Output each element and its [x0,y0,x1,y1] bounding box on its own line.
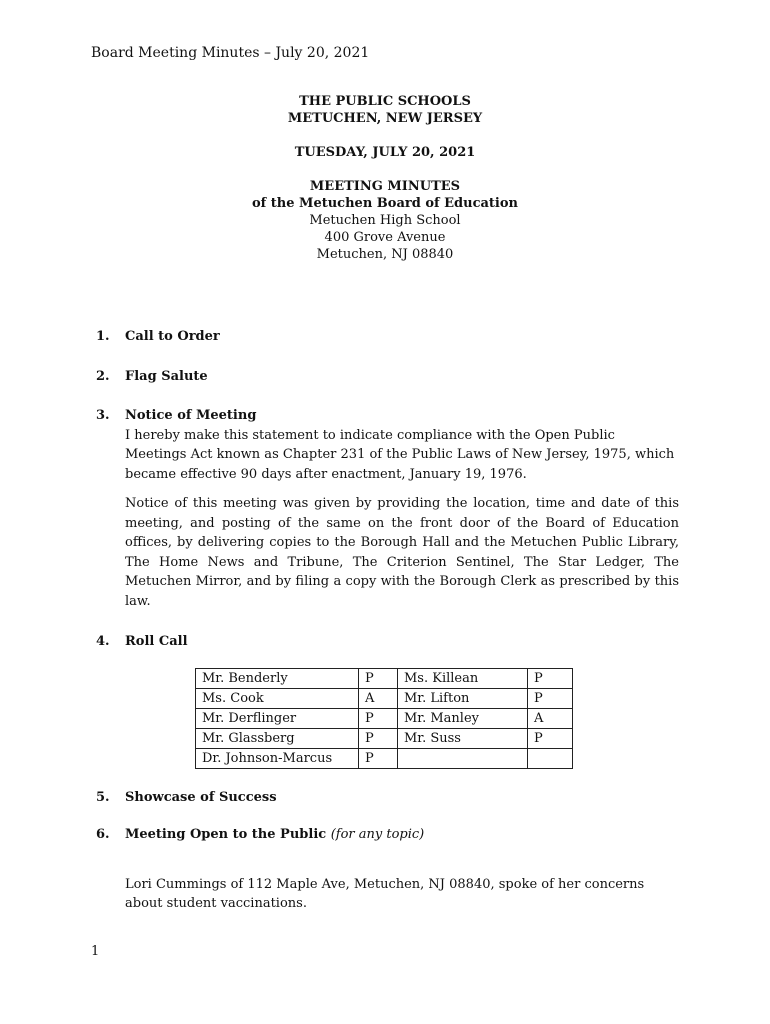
roll-call-table [195,668,573,769]
attendance-status: P [359,749,398,769]
item-heading-note: (for any topic) [330,827,425,842]
agenda-item-call-to-order [96,327,679,347]
table-row [196,729,573,749]
table-row [196,669,573,689]
table-row [196,749,573,769]
public-comment: Lori Cummings of 112 Maple Ave, Metuchen, NJ 08840, spoke of her concerns about student vaccinations. [125,876,645,911]
item-heading [125,825,679,845]
attendance-status [528,749,573,769]
item-number: 4. [96,634,110,649]
attendance-status: P [528,669,573,689]
attendance-status: P [528,689,573,709]
item-number: 3. [96,408,110,423]
member-name: Mr. Lifton [398,689,528,709]
member-name: Ms. Killean [398,669,528,689]
venue: Metuchen High School [309,213,461,228]
item-number: 2. [96,369,110,384]
agenda-item-showcase [96,788,679,808]
member-name: Mr. Glassberg [196,729,359,749]
city-address: Metuchen, NJ 08840 [316,247,454,262]
agenda-item-flag-salute [96,367,679,387]
member-name: Mr. Benderly [196,669,359,689]
item-heading: Notice of Meeting [125,408,257,423]
member-name: Mr. Derflinger [196,709,359,729]
page-number: 1 [91,944,100,959]
attendance-status: P [359,709,398,729]
item-heading-text: Meeting Open to the Public [125,827,327,842]
board-name: of the Metuchen Board of Education [252,196,518,211]
item-number: 1. [96,329,110,344]
street-address: 400 Grove Avenue [324,230,446,245]
item-heading: Showcase of Success [125,790,277,805]
compliance-statement: I hereby make this statement to indicate compliance with the Open Public Meetings Act known as Chapter 231 of the Public Laws of New Jersey, 1975, which became effective 90 days after enactment, January 19, 1976. [125,427,675,482]
item-number: 6. [96,827,110,842]
title-line2: METUCHEN, NEW JERSEY [287,111,483,126]
attendance-status: A [528,709,573,729]
item-heading: Call to Order [125,329,220,344]
table-row [196,689,573,709]
member-name: Mr. Suss [398,729,528,749]
member-name: Ms. Cook [196,689,359,709]
notice-paragraph: Notice of this meeting was given by providing the location, time and date of this meeting, and posting of the same on the front door of the Board of Education offices, by delivering copies to the Borough Hall and the Metuchen Public Library, The Home News and Tribune, The Criterion Sentinel, The Star Ledger, The Metuchen Mirror, and by filing a copy with the Borough Clerk as prescribed by this law. [125,496,679,609]
agenda-item-notice-of-meeting [96,406,679,611]
meeting-date: TUESDAY, JULY 20, 2021 [294,145,476,160]
attendance-status: P [528,729,573,749]
member-name: Dr. Johnson-Marcus [196,749,359,769]
title-block [0,93,770,263]
table-row [196,709,573,729]
item-number: 5. [96,790,110,805]
attendance-status: P [359,669,398,689]
item-heading: Flag Salute [125,369,208,384]
meeting-minutes-title: MEETING MINUTES [309,179,461,194]
attendance-status: A [359,689,398,709]
attendance-status: P [359,729,398,749]
agenda-item-open-to-public [96,825,679,914]
title-line1: THE PUBLIC SCHOOLS [299,94,471,109]
page-header: Board Meeting Minutes – July 20, 2021 [91,45,370,61]
member-name [398,749,528,769]
item-heading: Roll Call [125,634,188,649]
member-name: Mr. Manley [398,709,528,729]
agenda-item-roll-call [96,632,679,652]
